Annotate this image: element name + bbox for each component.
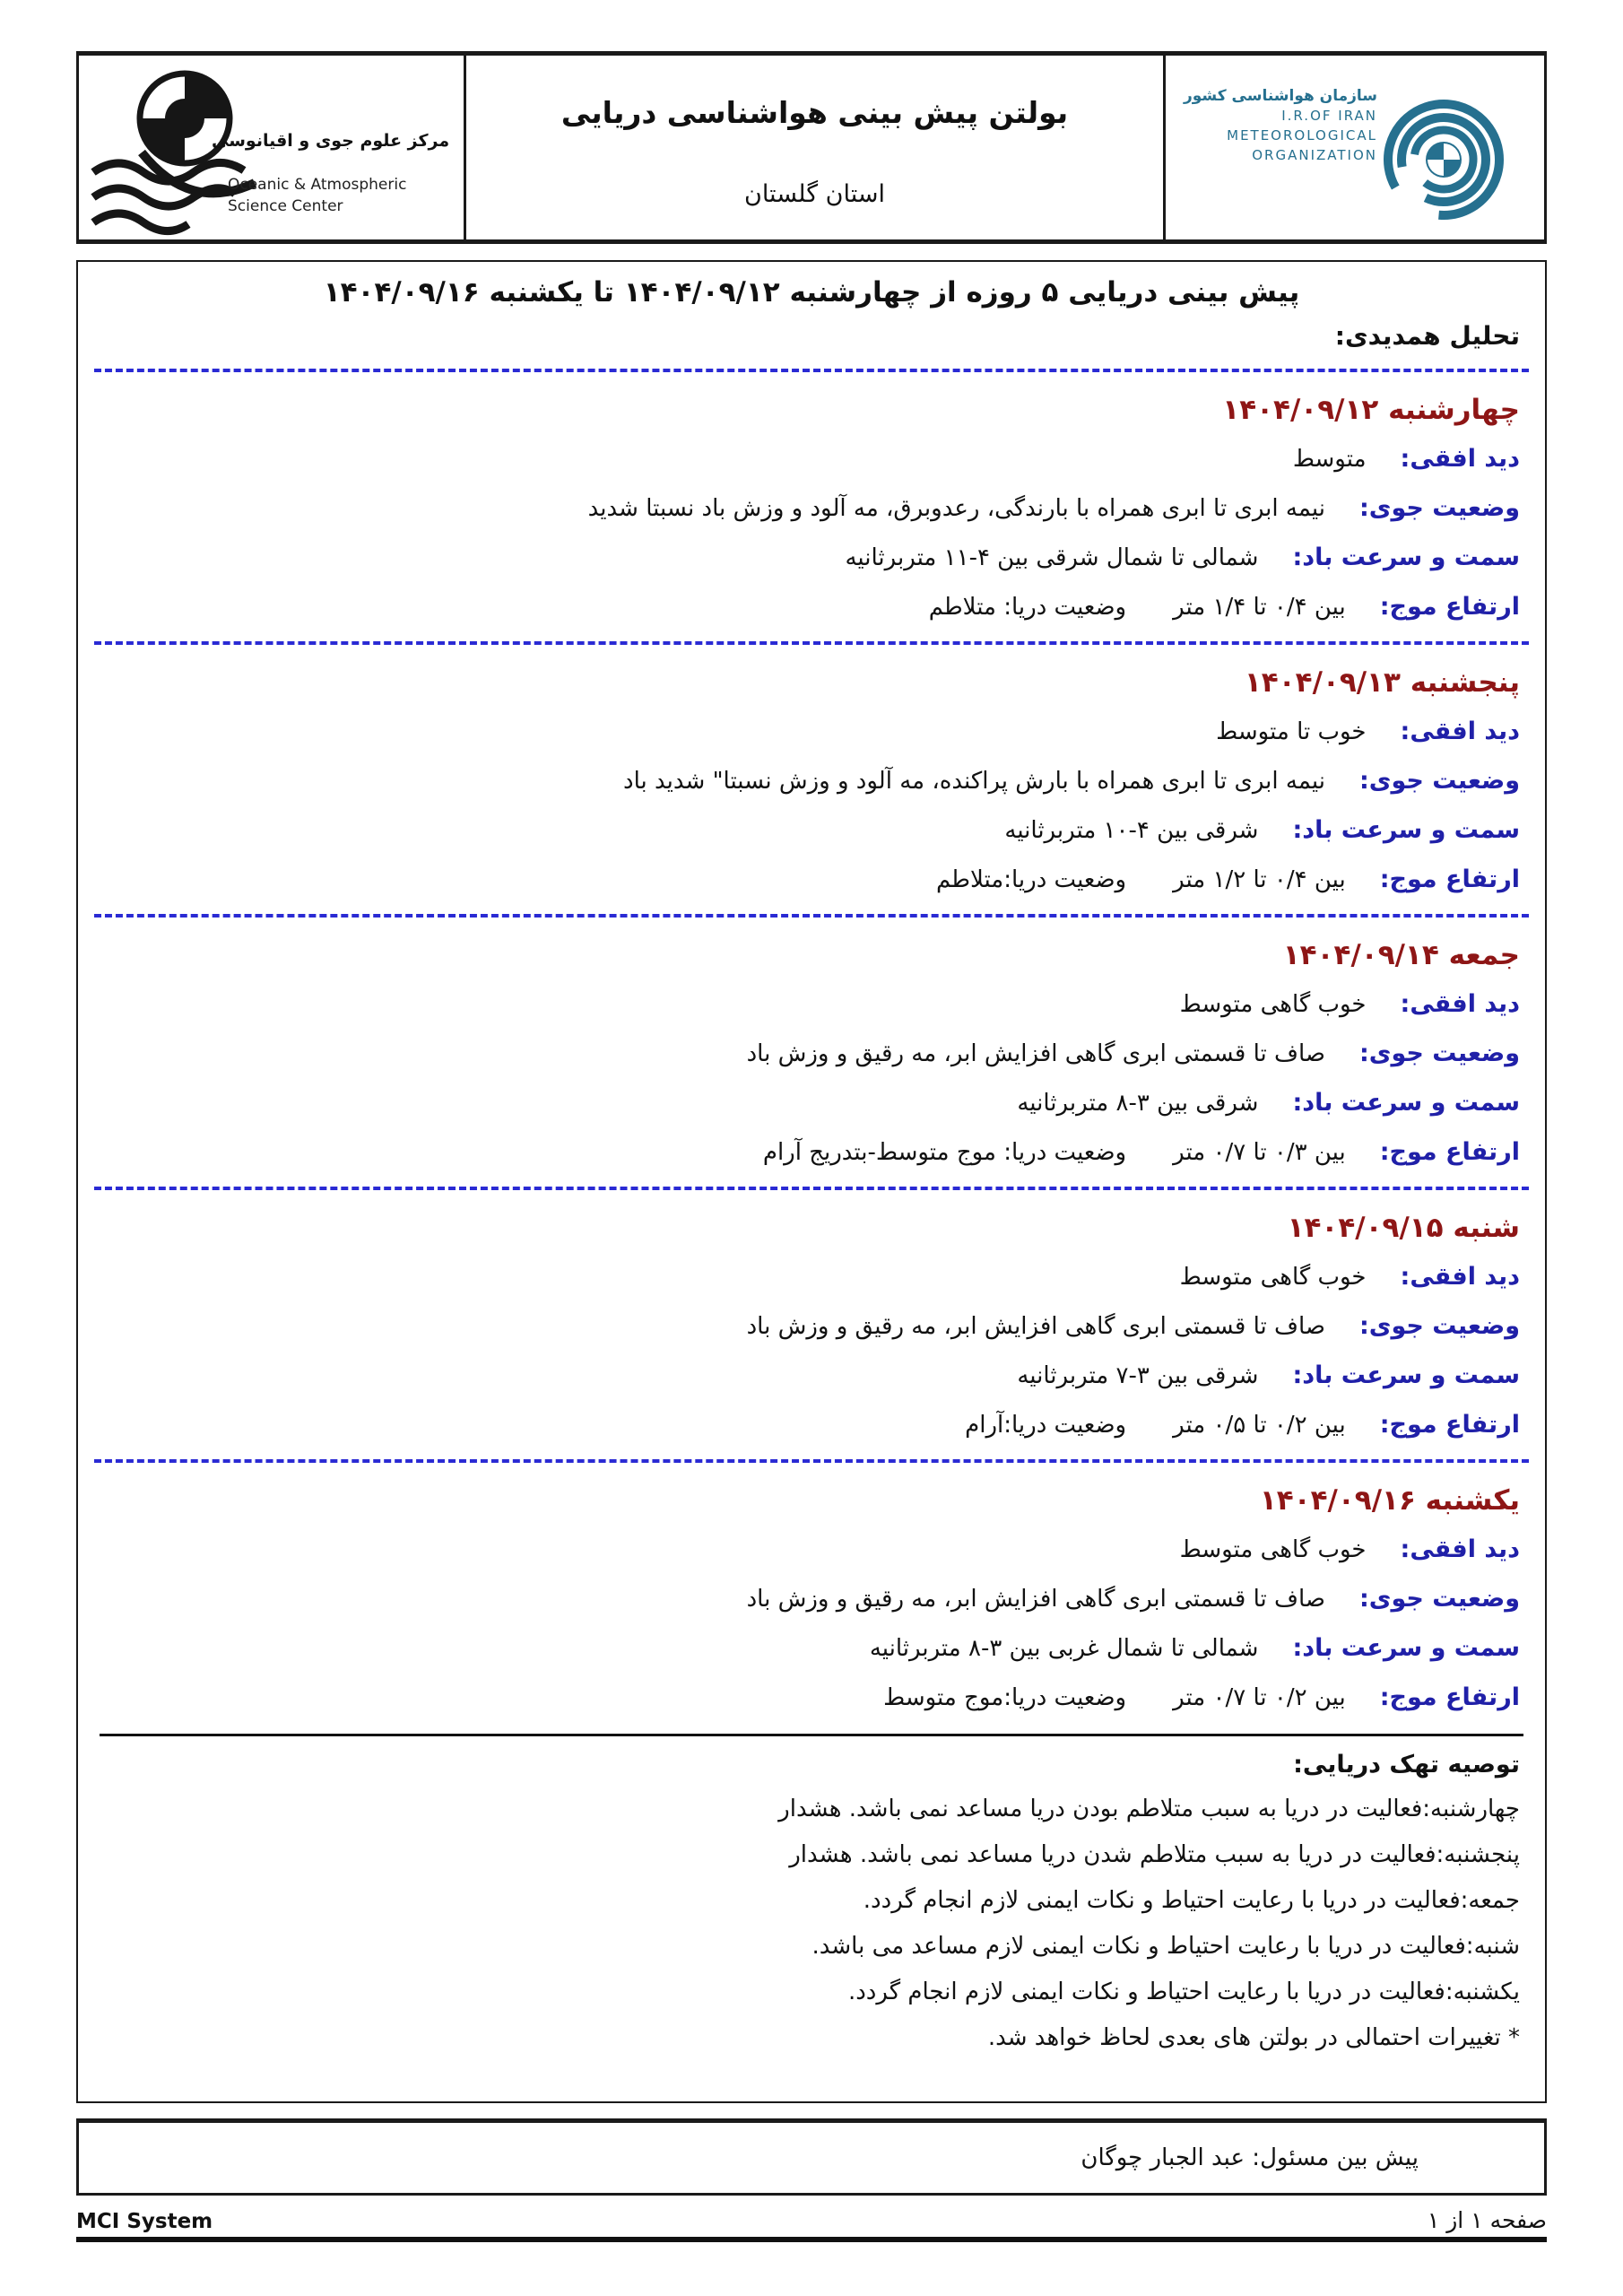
field-row-wave (92, 864, 1531, 896)
field-row-weather (92, 1583, 1531, 1615)
day-title: شنبه ۱۴۰۴/۰۹/۱۵ (1287, 1212, 1520, 1244)
oasc-logo-cell (79, 56, 466, 239)
field-label: وضعیت جوی: (1358, 767, 1520, 795)
field-label: ارتفاع موج: (1379, 1138, 1520, 1166)
advisory-divider (100, 1734, 1523, 1736)
field-row-wave (92, 1409, 1531, 1441)
field-label: سمت و سرعت باد: (1292, 544, 1520, 571)
field-label: سمت و سرعت باد: (1292, 1089, 1520, 1117)
sea-state-value: وضعیت دریا:موج متوسط (883, 1684, 1127, 1711)
field-label: وضعیت جوی: (1358, 1312, 1520, 1340)
section-separator (94, 914, 1529, 918)
field-label: ارتفاع موج: (1379, 593, 1520, 621)
province-subtitle: استان گلستان (744, 180, 885, 208)
day-title: چهارشنبه ۱۴۰۴/۰۹/۱۲ (1222, 394, 1520, 426)
field-label: ارتفاع موج: (1379, 1683, 1520, 1711)
sea-state-value: وضعیت دریا:آرام (965, 1412, 1127, 1439)
advisory-item: یکشنبه:فعالیت در دریا با رعایت احتیاط و نکات ایمنی لازم انجام گردد. (847, 1979, 1520, 2005)
field-value: نیمه ابری تا ابری همراه با بارندگی، رعدوبرق، مه آلود و وزش باد نسبتا شدید (587, 495, 1325, 522)
day-section-saturday (92, 1212, 1531, 1463)
field-label: ارتفاع موج: (1379, 865, 1520, 893)
field-label: سمت و سرعت باد: (1292, 1634, 1520, 1662)
irimo-text-block (1184, 86, 1377, 165)
field-value: خوب تا متوسط (1216, 718, 1367, 745)
field-label: وضعیت جوی: (1358, 1039, 1520, 1067)
field-label: دید افقی: (1400, 990, 1520, 1018)
bulletin-title: بولتن پیش بینی هواشناسی دریایی (560, 95, 1069, 130)
irimo-title-en-line3: ORGANIZATION (1252, 147, 1377, 163)
oasc-title-en-line1: Oceanic & Atmospheric (228, 176, 407, 194)
field-label: وضعیت جوی: (1358, 494, 1520, 522)
field-label: دید افقی: (1400, 445, 1520, 473)
sea-state-value: وضعیت دریا:متلاطم (935, 866, 1127, 893)
irimo-title-en-line1: I.R.OF IRAN (1281, 108, 1377, 124)
oasc-title-en-line2: Science Center (228, 197, 343, 215)
field-row-weather (92, 1038, 1531, 1070)
field-value: شرقی بین ۴-۱۰ متربرثانیه (1004, 817, 1259, 844)
field-value: صاف تا قسمتی ابری گاهی افزایش ابر، مه رقیق و وزش باد (746, 1313, 1325, 1340)
field-row-visibility (92, 1534, 1531, 1566)
field-row-weather (92, 1310, 1531, 1343)
forecast-range-title: پیش بینی دریایی ۵ روزه از چهارشنبه ۱۴۰۴/۰۹/۱۲ تا یکشنبه ۱۴۰۴/۰۹/۱۶ (323, 276, 1300, 309)
day-title: یکشنبه ۱۴۰۴/۰۹/۱۶ (1259, 1484, 1520, 1517)
forecast-box (76, 260, 1547, 2103)
field-row-wave (92, 1136, 1531, 1169)
field-row-visibility (92, 988, 1531, 1021)
field-value: شمالی تا شمال غربی بین ۳-۸ متربرثانیه (869, 1635, 1259, 1662)
field-row-wind (92, 814, 1531, 847)
field-row-wind (92, 542, 1531, 574)
sea-state-value: وضعیت دریا: متلاطم (928, 594, 1127, 621)
forecaster-name: پیش بین مسئول: عبد الجبار چوگان (1081, 2144, 1419, 2171)
advisory-title: توصیه تهک دریایی: (1293, 1751, 1520, 1779)
advisory-note: * تغییرات احتمالی در بولتن های بعدی لحاظ خواهد شد. (987, 2024, 1520, 2051)
field-value: بین ۰/۴ تا ۱/۲ متر (1173, 866, 1346, 893)
day-section-friday (92, 939, 1531, 1190)
day-title: جمعه ۱۴۰۴/۰۹/۱۴ (1282, 939, 1520, 971)
section-separator (94, 641, 1529, 645)
field-label: ارتفاع موج: (1379, 1411, 1520, 1439)
advisory-item: چهارشنبه:فعالیت در دریا به سبب متلاطم بودن دریا مساعد نمی باشد. هشدار (778, 1796, 1520, 1822)
advisory-item: جمعه:فعالیت در دریا با رعایت احتیاط و نکات ایمنی لازم انجام گردد. (863, 1887, 1520, 1914)
sea-state-value: وضعیت دریا: موج متوسط-بتدریج آرام (762, 1139, 1127, 1166)
field-value: خوب گاهی متوسط (1179, 1264, 1367, 1291)
section-separator (94, 369, 1529, 372)
field-value: بین ۰/۳ تا ۰/۷ متر (1173, 1139, 1346, 1166)
oasc-title-fa: مرکز علوم جوی و اقیانوسی (212, 131, 450, 151)
day-section-thursday (92, 666, 1531, 918)
bottom-bar (76, 2205, 1547, 2242)
field-label: دید افقی: (1400, 718, 1520, 745)
field-value: خوب گاهی متوسط (1179, 1536, 1367, 1563)
irimo-title-fa: سازمان هواشناسی کشور (1183, 87, 1377, 105)
field-row-weather (92, 765, 1531, 797)
field-row-wind (92, 1087, 1531, 1119)
oasc-title-en (228, 174, 406, 217)
field-label: دید افقی: (1400, 1535, 1520, 1563)
oasc-logo-icon (84, 63, 308, 247)
header-box (76, 51, 1547, 244)
field-value: شمالی تا شمال شرقی بین ۴-۱۱ متربرثانیه (845, 544, 1259, 571)
section-separator (94, 1459, 1529, 1463)
field-value: شرقی بین ۳-۸ متربرثانیه (1017, 1090, 1259, 1117)
irimo-logo-cell (1166, 56, 1544, 239)
field-row-weather (92, 492, 1531, 525)
field-label: سمت و سرعت باد: (1292, 1361, 1520, 1389)
system-name: MCI System (76, 2210, 213, 2233)
field-label: وضعیت جوی: (1358, 1585, 1520, 1613)
section-separator (94, 1187, 1529, 1190)
field-value: بین ۰/۴ تا ۱/۴ متر (1173, 594, 1346, 621)
field-value: صاف تا قسمتی ابری گاهی افزایش ابر، مه رقیق و وزش باد (746, 1040, 1325, 1067)
advisory-item: شنبه:فعالیت در دریا با رعایت احتیاط و نکات ایمنی لازم مساعد می باشد. (812, 1933, 1520, 1960)
field-row-visibility (92, 1261, 1531, 1293)
field-row-visibility (92, 716, 1531, 748)
day-title: پنجشنبه ۱۴۰۴/۰۹/۱۳ (1244, 666, 1520, 699)
bulletin-title-cell (466, 56, 1166, 239)
irimo-logo-icon (1374, 81, 1508, 224)
field-value: صاف تا قسمتی ابری گاهی افزایش ابر، مه رقیق و وزش باد (746, 1586, 1325, 1613)
field-value: متوسط (1292, 446, 1367, 473)
field-row-wind (92, 1632, 1531, 1665)
forecaster-box (76, 2118, 1547, 2196)
field-row-wave (92, 591, 1531, 623)
field-value: بین ۰/۲ تا ۰/۷ متر (1173, 1684, 1346, 1711)
irimo-title-en-line2: METEOROLOGICAL (1227, 127, 1377, 144)
field-row-wind (92, 1360, 1531, 1392)
day-section-wednesday (92, 394, 1531, 645)
field-value: نیمه ابری تا ابری همراه با بارش پراکنده، مه آلود و وزش نسبتا" شدید باد (623, 768, 1325, 795)
advisory-item: پنجشنبه:فعالیت در دریا به سبب متلاطم شدن دریا مساعد نمی باشد. هشدار (789, 1841, 1520, 1868)
field-row-visibility (92, 443, 1531, 475)
field-value: خوب گاهی متوسط (1179, 991, 1367, 1018)
field-value: بین ۰/۲ تا ۰/۵ متر (1173, 1412, 1346, 1439)
field-row-wave (92, 1682, 1531, 1714)
field-label: دید افقی: (1400, 1263, 1520, 1291)
field-value: شرقی بین ۳-۷ متربرثانیه (1017, 1362, 1259, 1389)
page-number: صفحه ۱ از ۱ (1427, 2207, 1547, 2233)
field-label: سمت و سرعت باد: (1292, 816, 1520, 844)
synoptic-analysis-label: تحلیل همدیدی: (1334, 321, 1520, 351)
day-section-sunday (92, 1484, 1531, 1714)
